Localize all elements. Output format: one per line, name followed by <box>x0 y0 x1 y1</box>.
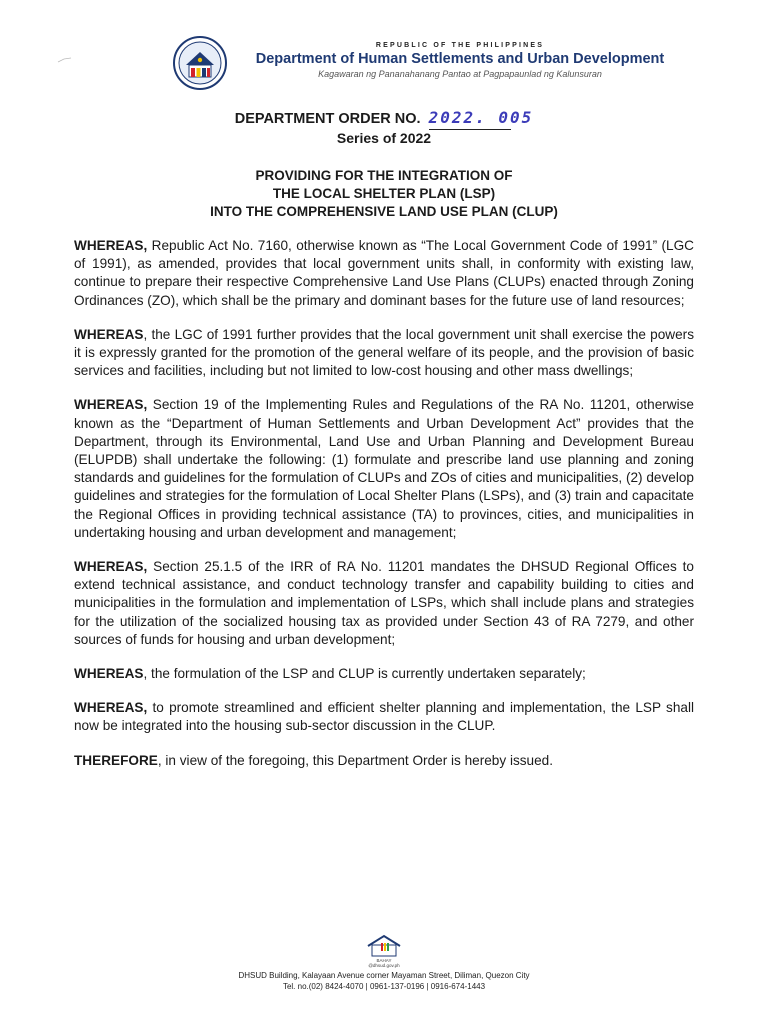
republic-label: REPUBLIC OF THE PHILIPPINES <box>375 42 545 49</box>
paragraph-text: to promote streamlined and efficient shelter planning and implementation, the LSP shall now be integrated into the housing sub-sector discussion in the CLUP. <box>74 700 694 734</box>
order-subject <box>0 167 768 221</box>
bahay-logo-icon <box>362 934 406 958</box>
letterhead-text <box>230 42 690 79</box>
paragraph-text: , in view of the foregoing, this Department Order is hereby issued. <box>157 752 554 768</box>
paragraph-lead: THEREFORE <box>74 752 158 768</box>
therefore-paragraph <box>74 752 694 770</box>
whereas-paragraph <box>74 237 694 310</box>
footer <box>0 934 768 991</box>
order-number-line <box>0 108 768 127</box>
paragraph-lead: WHEREAS, <box>74 397 148 413</box>
whereas-paragraph <box>74 396 694 542</box>
whereas-paragraph <box>74 326 694 381</box>
subject-line: PROVIDING FOR THE INTEGRATION OF <box>255 168 513 183</box>
order-number: 2022. 005 <box>428 108 534 127</box>
paragraph-text: Republic Act No. 7160, otherwise known as “The Local Government Code of 1991” (LGC of 1991), as amended, provides that local government units shall, in conformity with existing law, continue to prepare their respective Comprehensive Land Use Plans (CLUPs) enacted through Zoning Ordinances (ZO), which shall be the primary and dominant bases for the future use of land resources; <box>74 238 694 308</box>
department-name: Department of Human Settlements and Urban Development <box>255 51 665 67</box>
paragraph-text: Section 25.1.5 of the IRR of RA No. 11201 mandates the DHSUD Regional Offices to extend technical assistance, and conduct technology transfer and capability building to cities and municipalities in the formulation and implementation of LSPs, which shall include plans and strategies for the utilization of the socialized housing tax as provided under Section 43 of RA 7279, and other sources of funds for housing and urban development; <box>74 559 694 647</box>
order-body <box>74 237 694 786</box>
footer-telephone: Tel. no.(02) 8424-4070 | 0961-137-0196 | 0916-674-1443 <box>282 982 486 991</box>
footer-address: DHSUD Building, Kalayaan Avenue corner Mayaman Street, Diliman, Quezon City <box>238 971 530 980</box>
paragraph-text: , the formulation of the LSP and CLUP is currently undertaken separately; <box>143 666 586 682</box>
subject-line: INTO THE COMPREHENSIVE LAND USE PLAN (CLUP) <box>210 204 558 219</box>
paragraph-lead: WHEREAS <box>74 326 144 342</box>
whereas-paragraph <box>74 699 694 735</box>
footer-social-handle: @dhsud.gov.ph <box>368 963 400 968</box>
paragraph-lead: WHEREAS, <box>74 238 148 253</box>
order-number-stamp <box>429 108 534 127</box>
letterhead <box>172 30 692 90</box>
subject-line: THE LOCAL SHELTER PLAN (LSP) <box>272 186 496 201</box>
paragraph-text: , the LGC of 1991 further provides that the local government unit shall exercise the powers it is expressly granted for the promotion of the general welfare of its people, and the provision of basic services and facilities, including but not limited to low-cost housing and other mass dwellings; <box>74 326 694 379</box>
whereas-paragraph <box>74 558 694 649</box>
dhsud-seal-icon <box>172 35 228 91</box>
whereas-paragraph <box>74 665 694 683</box>
paragraph-lead: WHEREAS, <box>74 559 148 575</box>
order-label: DEPARTMENT ORDER NO. <box>234 111 421 127</box>
department-name-filipino: Kagawaran ng Pananahanang Pantao at Pagpapaunlad ng Kalunsuran <box>318 69 602 79</box>
paragraph-text: Section 19 of the Implementing Rules and Regulations of the RA No. 11201, otherwise known as the “Department of Human Settlements and Urban Development Act” provides that the Department, through its Environmental, Land Use and Urban Planning and Development Bureau (ELUPDB) shall undertake the following: (1) formulate and prescribe land use planning and zoning standards and guidelines for the formulation of CLUPs and ZOs of cities and municipalities, (2) develop guidelines and strategies for the formulation of Local Shelter Plans (LSPs), and (3) train and capacitate the Regional Offices in providing technical assistance (TA) to provinces, cities, and municipalities in undertaking housing and urban development and management; <box>74 397 694 540</box>
series-label: Series of 2022 <box>336 130 432 146</box>
paragraph-lead: WHEREAS <box>74 666 144 682</box>
paragraph-lead: WHEREAS, <box>74 700 148 716</box>
footer-logo-text: BAHAY <box>376 958 392 963</box>
scan-mark-icon <box>56 56 74 64</box>
